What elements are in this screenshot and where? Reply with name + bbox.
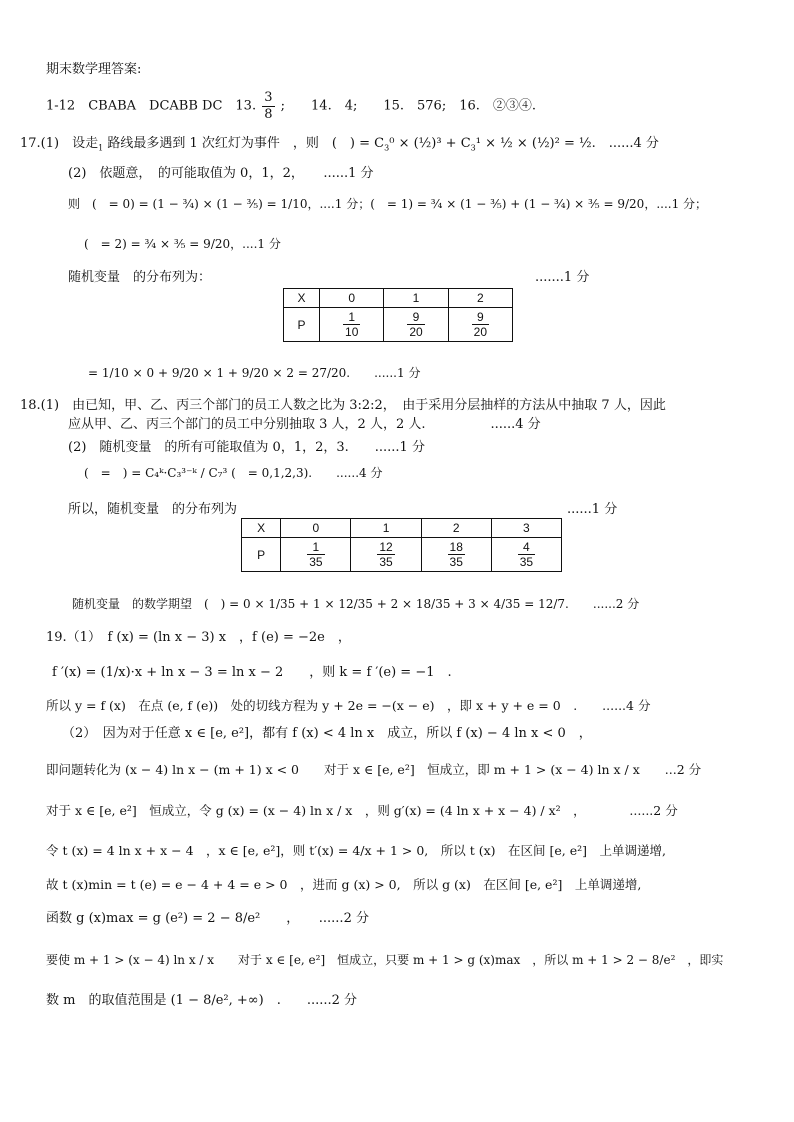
q19-line1: 19.（1） f (x) = (ln x − 3) x ，f (e) = −2e ， [46,630,351,645]
q19-line11: 数 m 的取值范围是 (1 − 8/e², +∞) . ......2 分 [46,993,358,1008]
q19-line7: 令 t (x) = 4 ln x + x − 4 ，x ∈ [e, e²]，则 t′(x) = 4/x + 1 > 0, 所以 t (x) 在区间 [e, e²] 上单调递增, [46,843,667,858]
q19-line5: 即问题转化为 (x − 4) ln x − (m + 1) x < 0 对于 x ∈ [e, e²] 恒成立，即 m + 1 > (x − 4) ln x / x ...2 分 [46,762,702,777]
q19-line2: f ′(x) = (1/x)·x + ln x − 3 = ln x − 2 ，则 k = f ′(e) = −1 . [52,665,452,680]
table-row: P $\frac{1}{10}$ $\frac{9}{20}$ $\frac{9}{20}$ [284,308,513,342]
q17-line3: 则 ( = 0) = (1 − ¾) × (1 − ⅗) = 1/10，....1 分；( = 1) = ¾ × (1 − ⅗) + (1 − ¾) × ⅗ = 9/20，....1 分； [68,197,708,211]
answers-1-13: 1-12 CBABA DCABB DC 13. [46,98,257,114]
q19-line4: （2） 因为对于任意 x ∈ [e, e²]，都有 f (x) < 4 ln x 成立，所以 f (x) − 4 ln x < 0 ， [62,726,592,741]
q18-distribution-table [241,518,562,572]
table-row: X 0 1 2 3 [242,519,562,538]
table-row: X 0 1 2 [284,289,513,308]
q17-line4: ( = 2) = ¾ × ⅗ = 9/20，....1 分 [84,237,281,251]
q18-expectation: 随机变量 的数学期望 ( ) = 0 × 1/35 + 1 × 12/35 + 2 × 18/35 + 3 × 4/35 = 12/7. ......2 分 [72,597,640,611]
q18-line1: 18.(1) 由已知，甲、乙、丙三个部门的员工人数之比为 3:2:2， 由于采用分层抽样的方法从中抽取 7 人，因此 [20,398,666,413]
q18-line4: ( = ) = C₄ᵏ·C₃³⁻ᵏ / C₇³ ( = 0,1,2,3). ......4 分 [84,466,383,480]
answers-line [46,90,536,122]
q17-score: .......1 分 [535,270,590,285]
q17-distribution-table [283,288,513,342]
q18-line3: (2) 随机变量 的所有可能取值为 0，1，2，3. ......1 分 [68,440,425,455]
q17-expectation: = 1/10 × 0 + 9/20 × 1 + 9/20 × 2 = 27/20. ......1 分 [88,366,421,380]
answers-14-16: ; 14. 4; 15. 576; 16. ②③④. [280,98,537,114]
q18-score: ......1 分 [567,502,618,517]
answer-13-fraction: $\frac{3}{8}$ [264,90,273,122]
header: 期末数学理答案: [46,62,142,77]
q18-line5: 所以，随机变量 的分布列为 [68,502,238,517]
q18-line2: 应从甲、乙、丙三个部门的员工中分别抽取 3 人，2 人，2 人. ......4 分 [68,417,541,432]
q17-line2: (2) 依题意， 的可能取值为 0，1，2， ......1 分 [68,166,374,181]
q19-line9: 函数 g (x)max = g (e²) = 2 − 8/e² ， ......2 分 [46,911,369,926]
q17-line1: 17.(1) 设走$_1$ 路线最多遇到 1 次红灯为事件 ，则 ( ) = $C_3^0$ × (½)³ + $C_3^1$ × ½ × (½)² = ½. ......4 分 [20,136,659,153]
q19-line3: 所以 y = f (x) 在点 (e, f (e)) 处的切线方程为 y + 2e = −(x − e) ，即 x + y + e = 0 . ......4 分 [46,698,651,713]
q17-line5: 随机变量 的分布列为： [68,270,212,285]
q19-line10: 要使 m + 1 > (x − 4) ln x / x 对于 x ∈ [e, e²] 恒成立，只要 m + 1 > g (x)max ，所以 m + 1 > 2 − 8/e² ，即实 [46,953,724,967]
q19-line8: 故 t (x)min = t (e) = e − 4 + 4 = e > 0 ，进而 g (x) > 0, 所以 g (x) 在区间 [e, e²] 上单调递增, [46,877,642,892]
q19-line6: 对于 x ∈ [e, e²] 恒成立，令 g (x) = (x − 4) ln x / x ，则 g′(x) = (4 ln x + x − 4) / x² ， ......2 分 [46,803,678,818]
table-row: P $\frac{1}{35}$ $\frac{12}{35}$ $\frac{18}{35}$ $\frac{4}{35}$ [242,538,562,572]
